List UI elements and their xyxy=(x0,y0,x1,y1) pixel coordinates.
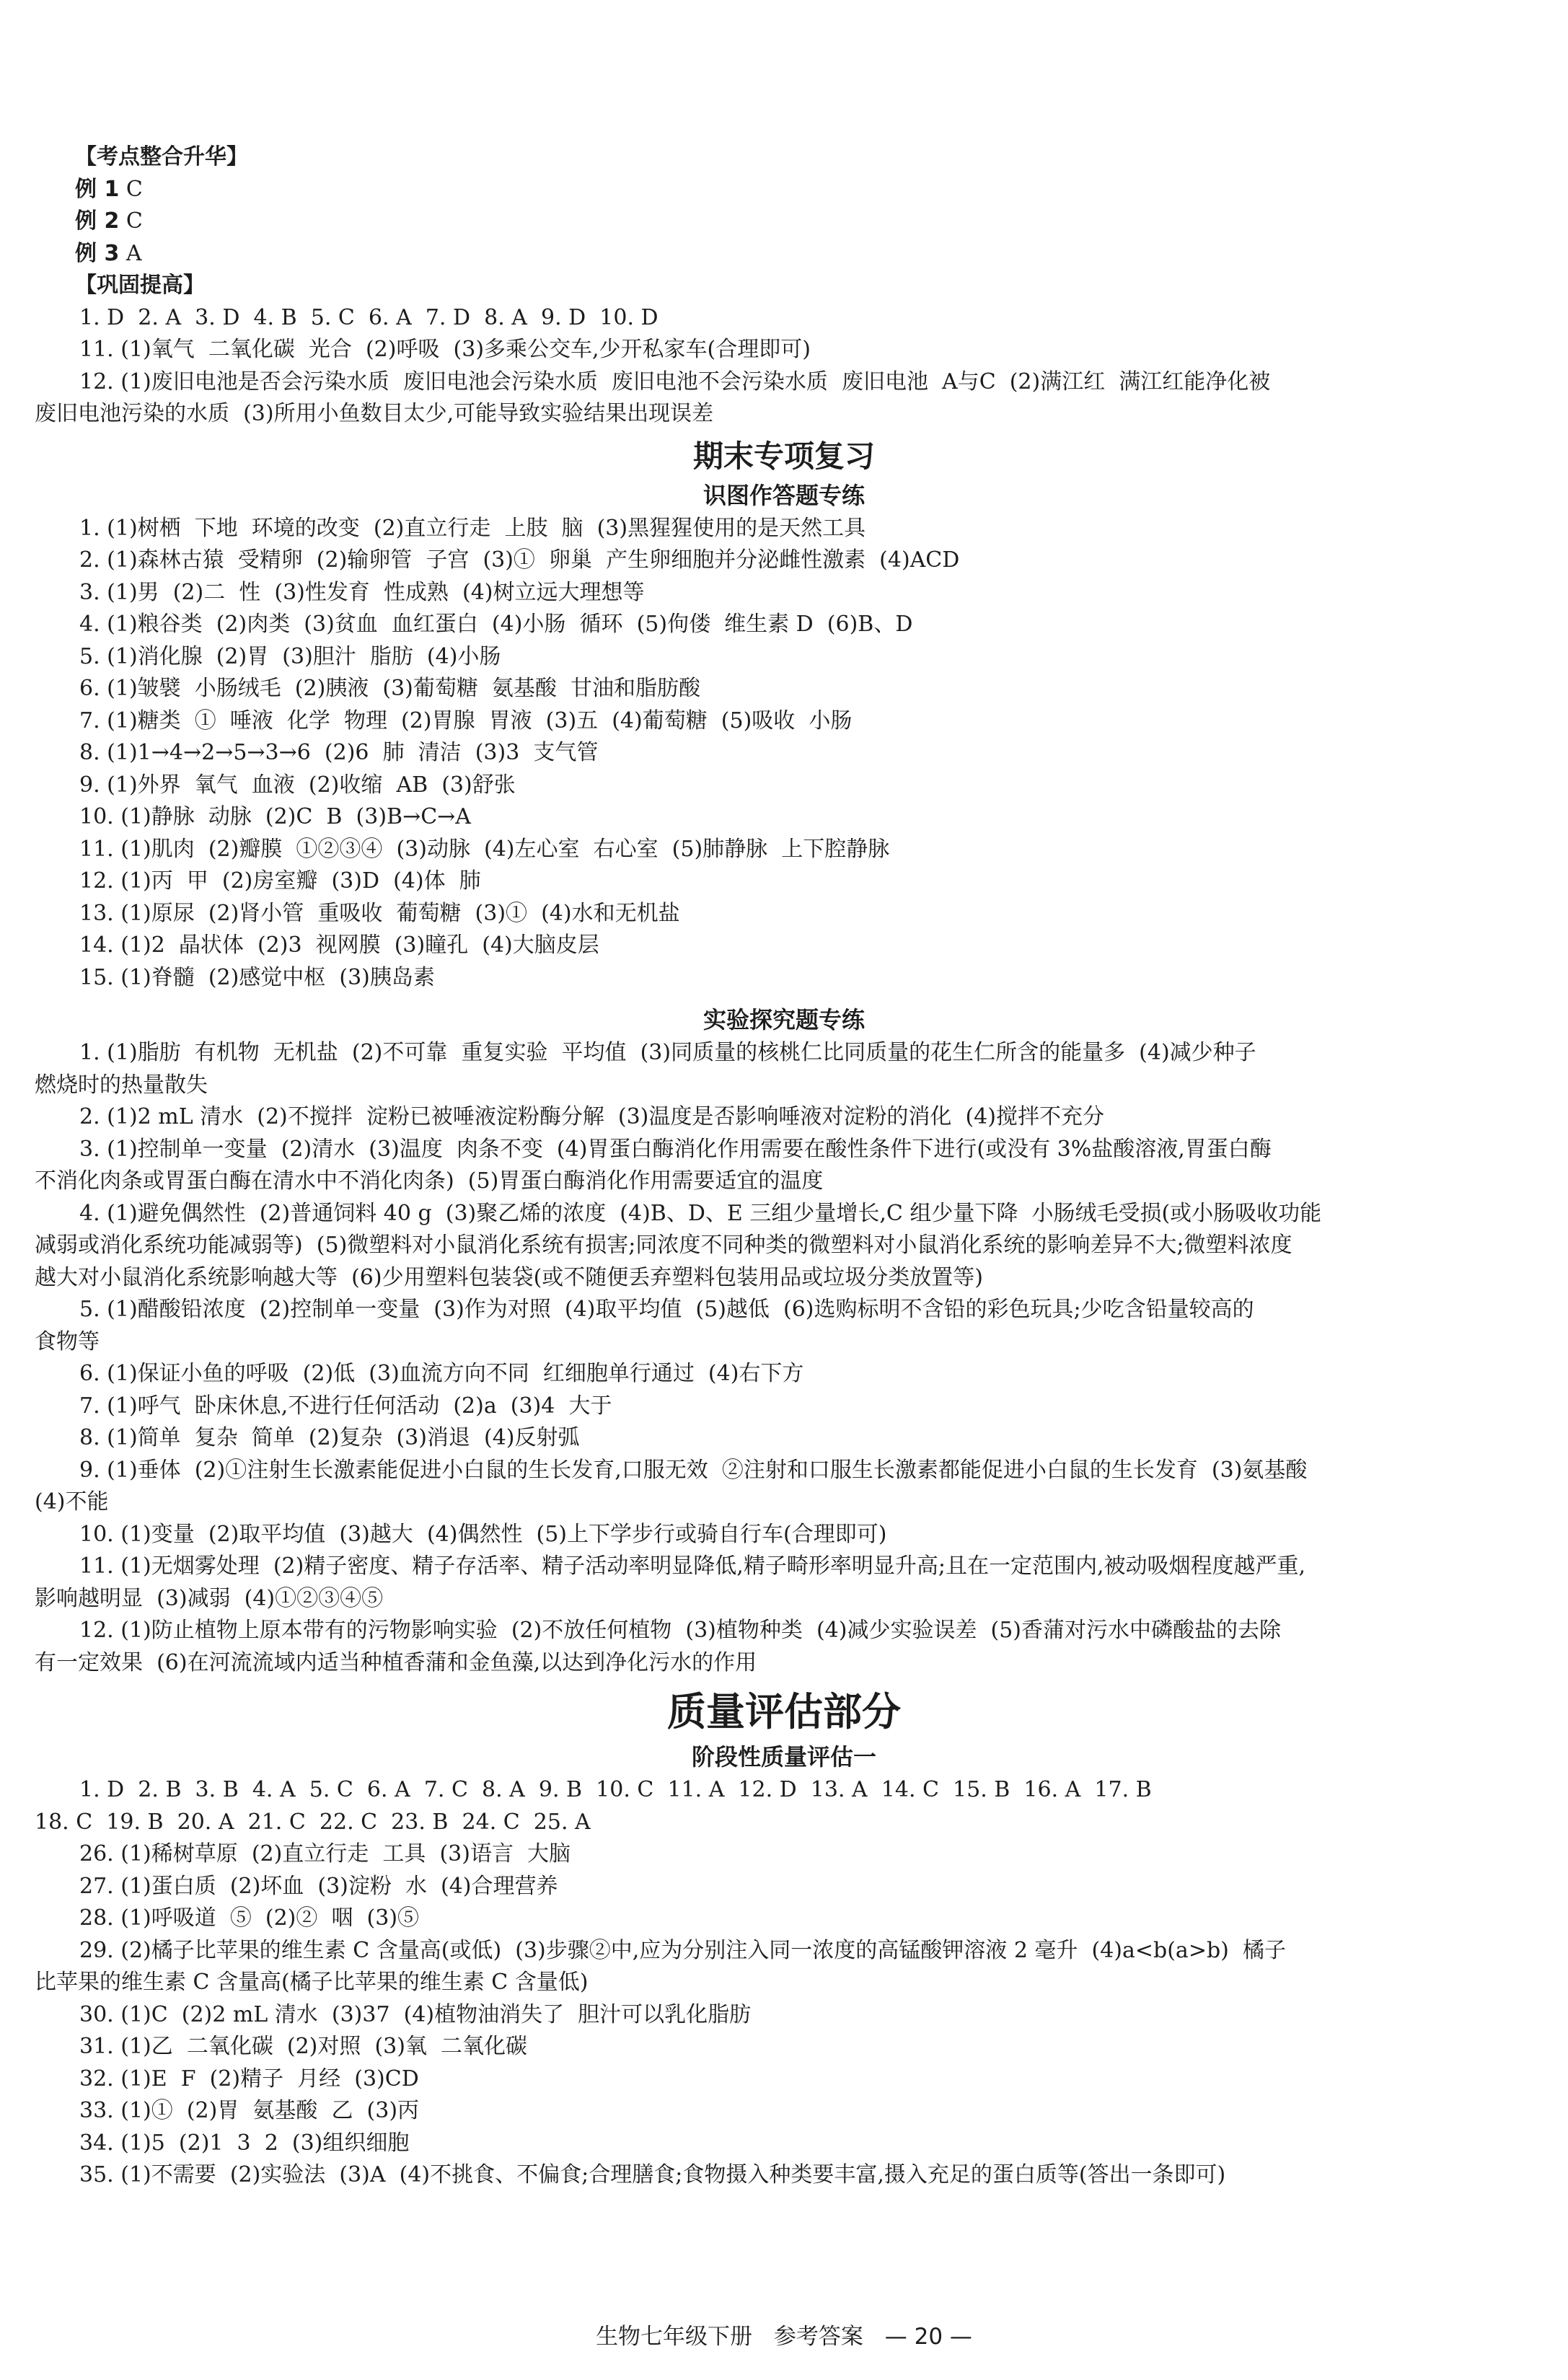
answer-line: 2. (1)森林古猿 受精卵 (2)输卵管 子宫 (3)① 卵巢 产生卵细胞并分泌雌性激素 (4)ACD xyxy=(79,547,960,573)
example-answer: A xyxy=(125,240,142,266)
answer-item xyxy=(35,1455,1533,1519)
answer-line: 3. (1)男 (2)二 性 (3)性发育 性成熟 (4)树立远大理想等 xyxy=(79,579,645,605)
answer-line: 33. (1)① (2)胃 氨基酸 乙 (3)丙 xyxy=(79,2098,420,2123)
answer-line: 9. (1)外界 氧气 血液 (2)收缩 AB (3)舒张 xyxy=(79,772,516,798)
page-footer xyxy=(0,2318,1568,2350)
subsection-title-jieduan: 阶段性质量评估一 xyxy=(691,1743,876,1771)
answer-item xyxy=(35,1615,1533,1679)
answer-line-continued: 不消化肉条或胃蛋白酶在清水中不消化肉条) (5)胃蛋白酶消化作用需要适宜的温度 xyxy=(35,1168,824,1194)
answer-item xyxy=(35,1134,1533,1198)
footer-subject: 生物七年级下册 xyxy=(596,2324,753,2350)
answer-line-continued: 燃烧时的热量散失 xyxy=(35,1072,208,1098)
page-content xyxy=(35,141,1533,2192)
example-answer: C xyxy=(125,176,143,202)
answer-line-continued: 食物等 xyxy=(35,1328,100,1354)
example-label: 例 1 xyxy=(75,176,120,202)
answer-line: 12. (1)防止植物上原本带有的污物影响实验 (2)不放任何植物 (3)植物种类 (4)减少实验误差 (5)香蒲对污水中磷酸盐的去除 xyxy=(79,1618,1282,1643)
answer-item xyxy=(35,1774,1533,1838)
example-label: 例 3 xyxy=(75,240,120,266)
answer-item xyxy=(35,1358,1533,1390)
kaodian-heading: 【考点整合升华】 xyxy=(75,144,248,169)
answer-line: 2. (1)2 mL 清水 (2)不搅拌 淀粉已被唾液淀粉酶分解 (3)温度是否影响唾液对淀粉的消化 (4)搅拌不充分 xyxy=(79,1104,1104,1129)
answer-item xyxy=(35,1101,1533,1134)
answer-item xyxy=(35,2031,1533,2063)
jieduan-answer-list xyxy=(35,1774,1533,2192)
answer-line: 11. (1)氧气 二氧化碳 光合 (2)呼吸 (3)多乘公交车,少开私家车(合理即可) xyxy=(79,337,811,362)
answer-line: 6. (1)保证小鱼的呼吸 (2)低 (3)血流方向不同 红细胞单行通过 (4)右下方 xyxy=(79,1361,804,1386)
subsection-title-shiyan: 实验探究题专练 xyxy=(702,1006,865,1033)
answer-line-continued: 18. C 19. B 20. A 21. C 22. C 23. B 24. C 25. A xyxy=(35,1809,591,1835)
answer-line: 30. (1)C (2)2 mL 清水 (3)37 (4)植物油消失了 胆汁可以乳化脂肪 xyxy=(79,2001,752,2027)
answer-item xyxy=(35,1519,1533,1551)
answer-line: 34. (1)5 (2)1 3 2 (3)组织细胞 xyxy=(79,2130,410,2156)
section-title-qimo: 期末专项复习 xyxy=(692,438,875,474)
answer-item xyxy=(35,1871,1533,1903)
example-answer: C xyxy=(125,208,143,234)
answer-line: 7. (1)糖类 ① 唾液 化学 物理 (2)胃腺 胃液 (3)五 (4)葡萄糖 (5)吸收 小肠 xyxy=(79,708,853,733)
answer-line: 1. (1)脂肪 有机物 无机盐 (2)不可靠 重复实验 平均值 (3)同质量的核桃仁比同质量的花生仁所含的能量多 (4)减少种子 xyxy=(79,1040,1256,1065)
answer-item xyxy=(35,2095,1533,2128)
answer-line-continued: 比苹果的维生素 C 含量高(橘子比苹果的维生素 C 含量低) xyxy=(35,1970,589,1995)
answer-item xyxy=(35,1390,1533,1423)
answer-line: 1. D 2. B 3. B 4. A 5. C 6. A 7. C 8. A 9. B 10. C 11. A 12. D 13. A 14. C 15. B 16. A 17. B xyxy=(79,1777,1152,1802)
answer-line: 1. (1)树栖 下地 环境的改变 (2)直立行走 上肢 脑 (3)黑猩猩使用的是天然工具 xyxy=(79,515,866,541)
answer-line-continued: (4)不能 xyxy=(35,1489,109,1515)
answer-item xyxy=(35,1999,1533,2032)
answer-line: 35. (1)不需要 (2)实验法 (3)A (4)不挑食、不偏食;合理膳食;食物摄入种类要丰富,摄入充足的蛋白质等(答出一条即可) xyxy=(79,2162,1226,2187)
answer-item xyxy=(35,1422,1533,1455)
section-title-zhiliang: 质量评估部分 xyxy=(667,1689,901,1735)
example-label: 例 2 xyxy=(75,208,120,234)
answer-line: 5. (1)消化腺 (2)胃 (3)胆汁 脂肪 (4)小肠 xyxy=(79,643,501,669)
answer-line: 5. (1)醋酸铅浓度 (2)控制单一变量 (3)作为对照 (4)取平均值 (5)越低 (6)选购标明不含铅的彩色玩具;少吃含铅量较高的 xyxy=(79,1297,1254,1322)
answer-item xyxy=(35,1838,1533,1871)
answer-line: 6. (1)皱襞 小肠绒毛 (2)胰液 (3)葡萄糖 氨基酸 甘油和脂肪酸 xyxy=(79,676,701,701)
example-2 xyxy=(35,206,1533,238)
example-1 xyxy=(35,174,1533,206)
gonggu-heading: 【巩固提高】 xyxy=(75,273,205,298)
answer-item xyxy=(35,1551,1533,1615)
answer-line: 7. (1)呼气 卧床休息,不进行任何活动 (2)a (3)4 大于 xyxy=(79,1393,612,1419)
answer-line: 8. (1)简单 复杂 简单 (2)复杂 (3)消退 (4)反射弧 xyxy=(79,1425,580,1450)
answer-line: 28. (1)呼吸道 ⑤ (2)② 咽 (3)⑤ xyxy=(79,1905,420,1931)
answer-line: 13. (1)原尿 (2)肾小管 重吸收 葡萄糖 (3)① (4)水和无机盐 xyxy=(79,900,680,926)
answer-line: 11. (1)无烟雾处理 (2)精子密度、精子存活率、精子活动率明显降低,精子畸形率明显升高;且在一定范围内,被动吸烟程度越严重, xyxy=(79,1553,1306,1579)
answer-item xyxy=(35,2063,1533,2096)
answer-item xyxy=(35,1935,1533,1999)
answer-item xyxy=(35,1294,1533,1358)
answer-line-continued: 减弱或消化系统功能减弱等) (5)微塑料对小鼠消化系统有损害;同浓度不同种类的微塑料对小鼠消化系统的影响差异不大;微塑料浓度 xyxy=(35,1233,1292,1258)
answer-line: 31. (1)乙 二氧化碳 (2)对照 (3)氧 二氧化碳 xyxy=(79,2034,528,2059)
answer-line: 3. (1)控制单一变量 (2)清水 (3)温度 肉条不变 (4)胃蛋白酶消化作用需要在酸性条件下进行(或没有 3%盐酸溶液,胃蛋白酶 xyxy=(79,1136,1272,1162)
footer-section: 参考答案 xyxy=(773,2324,863,2350)
answer-line: 12. (1)废旧电池是否会污染水质 废旧电池会污染水质 废旧电池不会污染水质 废旧电池 A与C (2)满江红 满江红能净化被 xyxy=(79,369,1271,395)
answer-line-continued: 有一定效果 (6)在河流流域内适当种植香蒲和金鱼藻,以达到净化污水的作用 xyxy=(35,1649,757,1675)
answer-line: 14. (1)2 晶状体 (2)3 视网膜 (3)瞳孔 (4)大脑皮层 xyxy=(79,933,599,958)
answer-line: 10. (1)静脉 动脉 (2)C B (3)B→C→A xyxy=(79,804,471,829)
answer-item xyxy=(35,1198,1533,1295)
answer-line-continued: 越大对小鼠消化系统影响越大等 (6)少用塑料包装袋(或不随便丢弃塑料包装用品或垃圾分类放置等) xyxy=(35,1264,983,1290)
example-3 xyxy=(35,238,1533,270)
answer-line: 4. (1)粮谷类 (2)肉类 (3)贫血 血红蛋白 (4)小肠 循环 (5)佝偻 维生素 D (6)B、D xyxy=(79,612,913,637)
answer-line: 10. (1)变量 (2)取平均值 (3)越大 (4)偶然性 (5)上下学步行或骑自行车(合理即可) xyxy=(79,1521,887,1547)
answer-line: 8. (1)1→4→2→5→3→6 (2)6 肺 清洁 (3)3 支气管 xyxy=(79,740,599,765)
answer-item xyxy=(35,1903,1533,1935)
answer-line: 29. (2)橘子比苹果的维生素 C 含量高(或低) (3)步骤②中,应为分别注入同一浓度的高锰酸钾溶液 2 毫升 (4)a<b(a>b) 橘子 xyxy=(79,1937,1286,1963)
answer-line: 12. (1)丙 甲 (2)房室瓣 (3)D (4)体 肺 xyxy=(79,868,481,894)
shitu-answer-list xyxy=(35,513,1533,995)
answer-line-continued: 影响越明显 (3)减弱 (4)①②③④⑤ xyxy=(35,1585,384,1611)
answer-item xyxy=(35,1037,1533,1101)
footer-page-number: — 20 — xyxy=(884,2324,972,2350)
answer-line: 26. (1)稀树草原 (2)直立行走 工具 (3)语言 大脑 xyxy=(79,1841,571,1866)
answer-line-continued: 废旧电池污染的水质 (3)所用小鱼数目太少,可能导致实验结果出现误差 xyxy=(35,401,714,426)
answer-line: 4. (1)避免偶然性 (2)普通饲料 40 g (3)聚乙烯的浓度 (4)B、D、E 三组少量增长,C 组少量下降 小肠绒毛受损(或小肠吸收功能 xyxy=(79,1200,1322,1226)
answer-line: 11. (1)肌肉 (2)瓣膜 ①②③④ (3)动脉 (4)左心室 右心室 (5)肺静脉 上下腔静脉 xyxy=(79,836,890,862)
answer-line: 27. (1)蛋白质 (2)坏血 (3)淀粉 水 (4)合理营养 xyxy=(79,1873,558,1899)
shiyan-answer-list xyxy=(35,1037,1533,1679)
answer-line: 15. (1)脊髓 (2)感觉中枢 (3)胰岛素 xyxy=(79,964,435,990)
answer-line: 1. D 2. A 3. D 4. B 5. C 6. A 7. D 8. A 9. D 10. D xyxy=(79,304,659,330)
answer-item xyxy=(35,2128,1533,2160)
answer-line: 9. (1)垂体 (2)①注射生长激素能促进小白鼠的生长发育,口服无效 ②注射和口服生长激素都能促进小白鼠的生长发育 (3)氨基酸 xyxy=(79,1457,1308,1483)
subsection-title-shitu: 识图作答题专练 xyxy=(702,481,865,509)
answer-line: 32. (1)E F (2)精子 月经 (3)CD xyxy=(79,2066,419,2092)
answer-item xyxy=(35,2159,1533,2192)
